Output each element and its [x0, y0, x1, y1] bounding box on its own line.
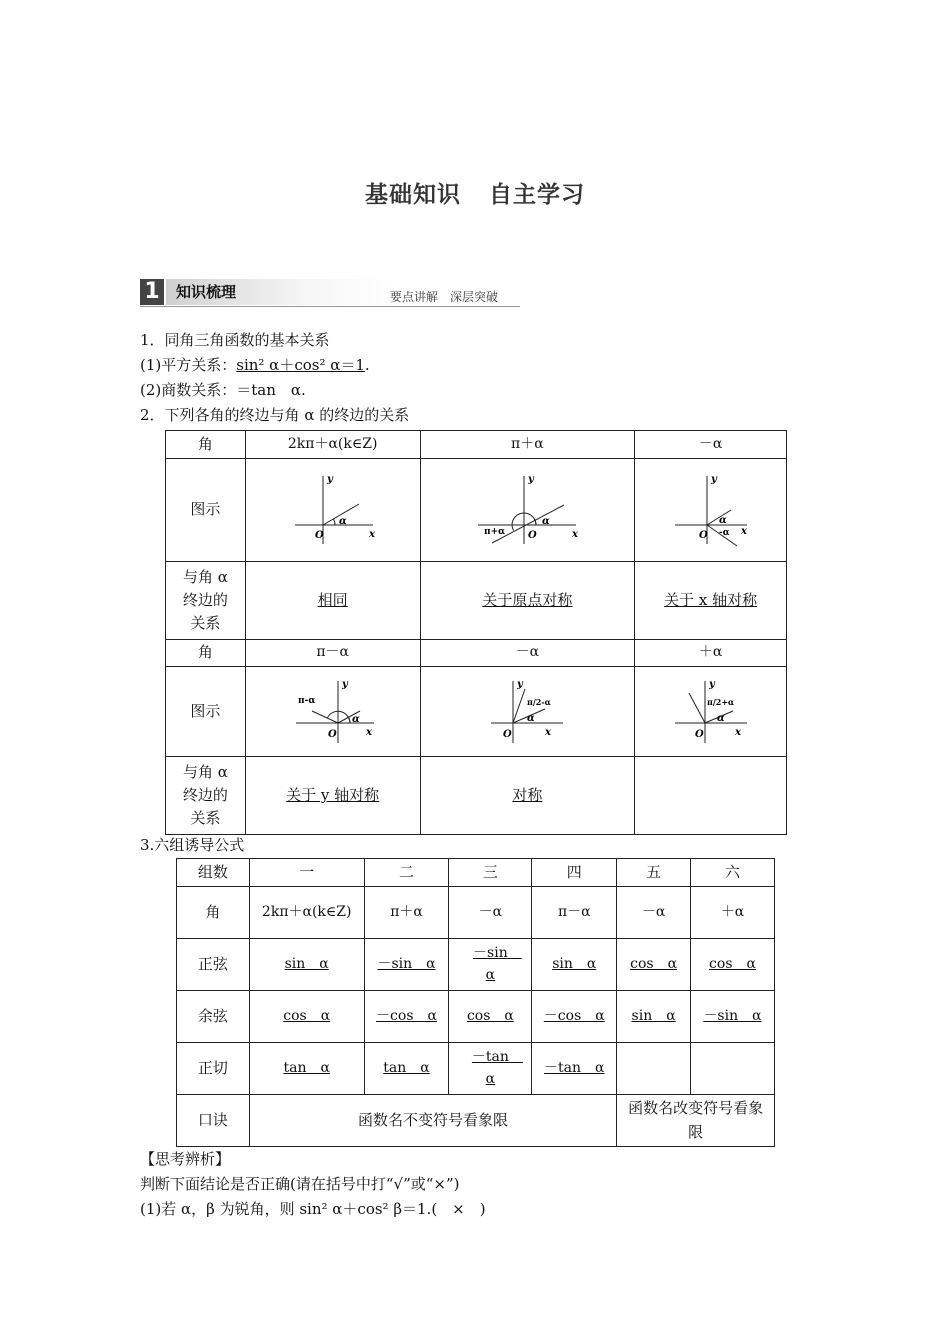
- alpha-label: α: [716, 712, 725, 724]
- header-cell: 四: [532, 859, 617, 887]
- figure-cell: [635, 667, 787, 757]
- table-row: [166, 640, 787, 667]
- angle-cell: －α: [635, 431, 787, 459]
- table-row: [166, 562, 787, 640]
- angle-cell: π＋α: [420, 431, 635, 459]
- think-instruction: 判断下面结论是否正确(请在括号中打“√”或“×”): [140, 1175, 460, 1193]
- pi-plus-alpha-label: π+α: [484, 527, 506, 537]
- relation-cell: 关于原点对称: [420, 562, 635, 640]
- angle-cell: π＋α: [364, 887, 449, 939]
- angle-cell: π－α: [245, 640, 420, 667]
- figure-cell: [245, 459, 420, 562]
- section-subtitle: 要点讲解 深层突破: [390, 290, 499, 304]
- y-axis-label: y: [710, 474, 717, 485]
- header-cell: 五: [617, 859, 691, 887]
- item1-heading: 1．同角三角函数的基本关系: [140, 331, 330, 349]
- relation-cell: 关于 x 轴对称: [635, 562, 787, 640]
- induction-formula-table: [176, 858, 775, 1147]
- y-axis-label: y: [326, 474, 333, 485]
- table-row: [166, 757, 787, 835]
- cos-cell: sin α: [617, 991, 691, 1043]
- row-label-mnemonic: 口诀: [177, 1095, 250, 1147]
- angle-cell: 2kπ＋α(k∈Z): [249, 887, 364, 939]
- header-cell: 二: [364, 859, 449, 887]
- x-axis-label: x: [572, 529, 579, 540]
- figure-cell: [420, 667, 635, 757]
- figure-pi2-plus: [671, 677, 751, 747]
- x-axis-label: x: [545, 726, 552, 738]
- section-divider: [140, 306, 520, 307]
- row-label-angle: 角: [166, 640, 246, 667]
- origin-label: O: [503, 728, 513, 740]
- table-row: [166, 431, 787, 459]
- mnemonic-right: 函数名改变符号看象限: [617, 1095, 775, 1147]
- tan-cell: [617, 1043, 691, 1095]
- row-label-sin: 正弦: [177, 939, 250, 991]
- sin-cell: －sin α: [364, 939, 449, 991]
- terminal-side-table: [165, 430, 787, 835]
- figure-x-symmetric: [671, 472, 751, 548]
- cos-cell: cos α: [449, 991, 532, 1043]
- angle-cell: －α: [617, 887, 691, 939]
- alpha-label: α: [338, 516, 347, 527]
- table-row: [177, 939, 775, 991]
- table-row: [166, 667, 787, 757]
- angle-cell: ＋α: [691, 887, 775, 939]
- item3-heading: 3.六组诱导公式: [140, 836, 245, 854]
- relation-cell: [635, 757, 787, 835]
- section-number: 1: [140, 279, 164, 305]
- figure-cell: [420, 459, 635, 562]
- item1-quotient-relation: (2)商数关系：＝tan α.: [140, 381, 306, 399]
- table-row: [177, 1095, 775, 1147]
- row-label-relation: 与角 α 终边的 关系: [166, 562, 246, 640]
- item2-heading: 2．下列各角的终边与角 α 的终边的关系: [140, 406, 410, 424]
- tan-cell: －tan α: [449, 1043, 532, 1095]
- x-axis-label: x: [368, 529, 375, 540]
- row-label-relation: 与角 α 终边的 关系: [166, 757, 246, 835]
- relation-cell: 关于 y 轴对称: [245, 757, 420, 835]
- y-axis-label: y: [517, 678, 524, 690]
- header-cell: 一: [249, 859, 364, 887]
- header-cell: 组数: [177, 859, 250, 887]
- figure-pi2-minus: [487, 677, 567, 747]
- row-label-tan: 正切: [177, 1043, 250, 1095]
- x-axis-label: x: [365, 726, 372, 738]
- origin-label: O: [327, 728, 337, 740]
- think-heading: 【思考辨析】: [140, 1150, 231, 1168]
- origin-label: O: [698, 530, 708, 541]
- angle-cell: ＋α: [635, 640, 787, 667]
- table-row: [177, 1043, 775, 1095]
- angle-cell: －α: [449, 887, 532, 939]
- title-part-1: 基础知识: [365, 182, 461, 208]
- cos-cell: －cos α: [532, 991, 617, 1043]
- alpha-label: α: [718, 515, 727, 526]
- header-cell: 六: [691, 859, 775, 887]
- relation-cell: 对称: [420, 757, 635, 835]
- sin-cell: cos α: [691, 939, 775, 991]
- angle-cell: π－α: [532, 887, 617, 939]
- angle-cell: －α: [420, 640, 635, 667]
- table-row: [177, 887, 775, 939]
- row-label-angle: 角: [177, 887, 250, 939]
- mnemonic-left: 函数名不变符号看象限: [249, 1095, 616, 1147]
- header-cell: 三: [449, 859, 532, 887]
- section-name: 知识梳理: [166, 279, 396, 305]
- row-label-cos: 余弦: [177, 991, 250, 1043]
- tan-cell: －tan α: [532, 1043, 617, 1095]
- cos-cell: cos α: [249, 991, 364, 1043]
- table-row: [177, 859, 775, 887]
- section-header: [140, 279, 520, 309]
- figure-cell: [245, 667, 420, 757]
- sin-cell: －sin α: [449, 939, 532, 991]
- x-axis-label: x: [740, 526, 747, 537]
- origin-label: O: [528, 530, 538, 541]
- y-axis-label: y: [528, 474, 535, 485]
- y-axis-label: y: [708, 678, 715, 690]
- item1-square-relation: (1)平方关系：sin² α＋cos² α＝1.: [140, 356, 370, 374]
- alpha-label: α: [351, 713, 360, 725]
- table-row: [166, 459, 787, 562]
- page-title: [0, 176, 950, 209]
- x-axis-label: x: [734, 726, 741, 738]
- figure-cell: [635, 459, 787, 562]
- think-question-1: (1)若 α，β 为锐角，则 sin² α＋cos² β＝1.( × ): [140, 1200, 486, 1218]
- pi2-plus-alpha-label: π/2+α: [706, 696, 734, 707]
- relation-cell: 相同: [245, 562, 420, 640]
- cos-cell: －sin α: [691, 991, 775, 1043]
- cos-cell: －cos α: [364, 991, 449, 1043]
- tan-cell: [691, 1043, 775, 1095]
- alpha-label: α: [542, 516, 551, 527]
- row-label-figure: 图示: [166, 459, 246, 562]
- figure-origin-symmetric: [472, 472, 582, 548]
- row-label-figure: 图示: [166, 667, 246, 757]
- tan-cell: tan α: [364, 1043, 449, 1095]
- figure-y-symmetric: [288, 677, 378, 747]
- neg-alpha-label: -α: [718, 528, 730, 538]
- origin-label: O: [694, 728, 704, 740]
- figure-same: [285, 472, 381, 548]
- pi-minus-alpha-label: π-α: [297, 695, 315, 706]
- origin-label: O: [314, 530, 324, 541]
- sin-cell: sin α: [532, 939, 617, 991]
- tan-cell: tan α: [249, 1043, 364, 1095]
- row-label-angle: 角: [166, 431, 246, 459]
- pi2-minus-alpha-label: π/2-α: [527, 696, 552, 707]
- y-axis-label: y: [341, 678, 348, 690]
- square-formula: sin² α＋cos² α＝1: [236, 356, 365, 374]
- angle-cell: 2kπ＋α(k∈Z): [245, 431, 420, 459]
- alpha-label: α: [527, 712, 536, 724]
- sin-cell: cos α: [617, 939, 691, 991]
- table-row: [177, 991, 775, 1043]
- title-part-2: 自主学习: [489, 182, 585, 208]
- sin-cell: sin α: [249, 939, 364, 991]
